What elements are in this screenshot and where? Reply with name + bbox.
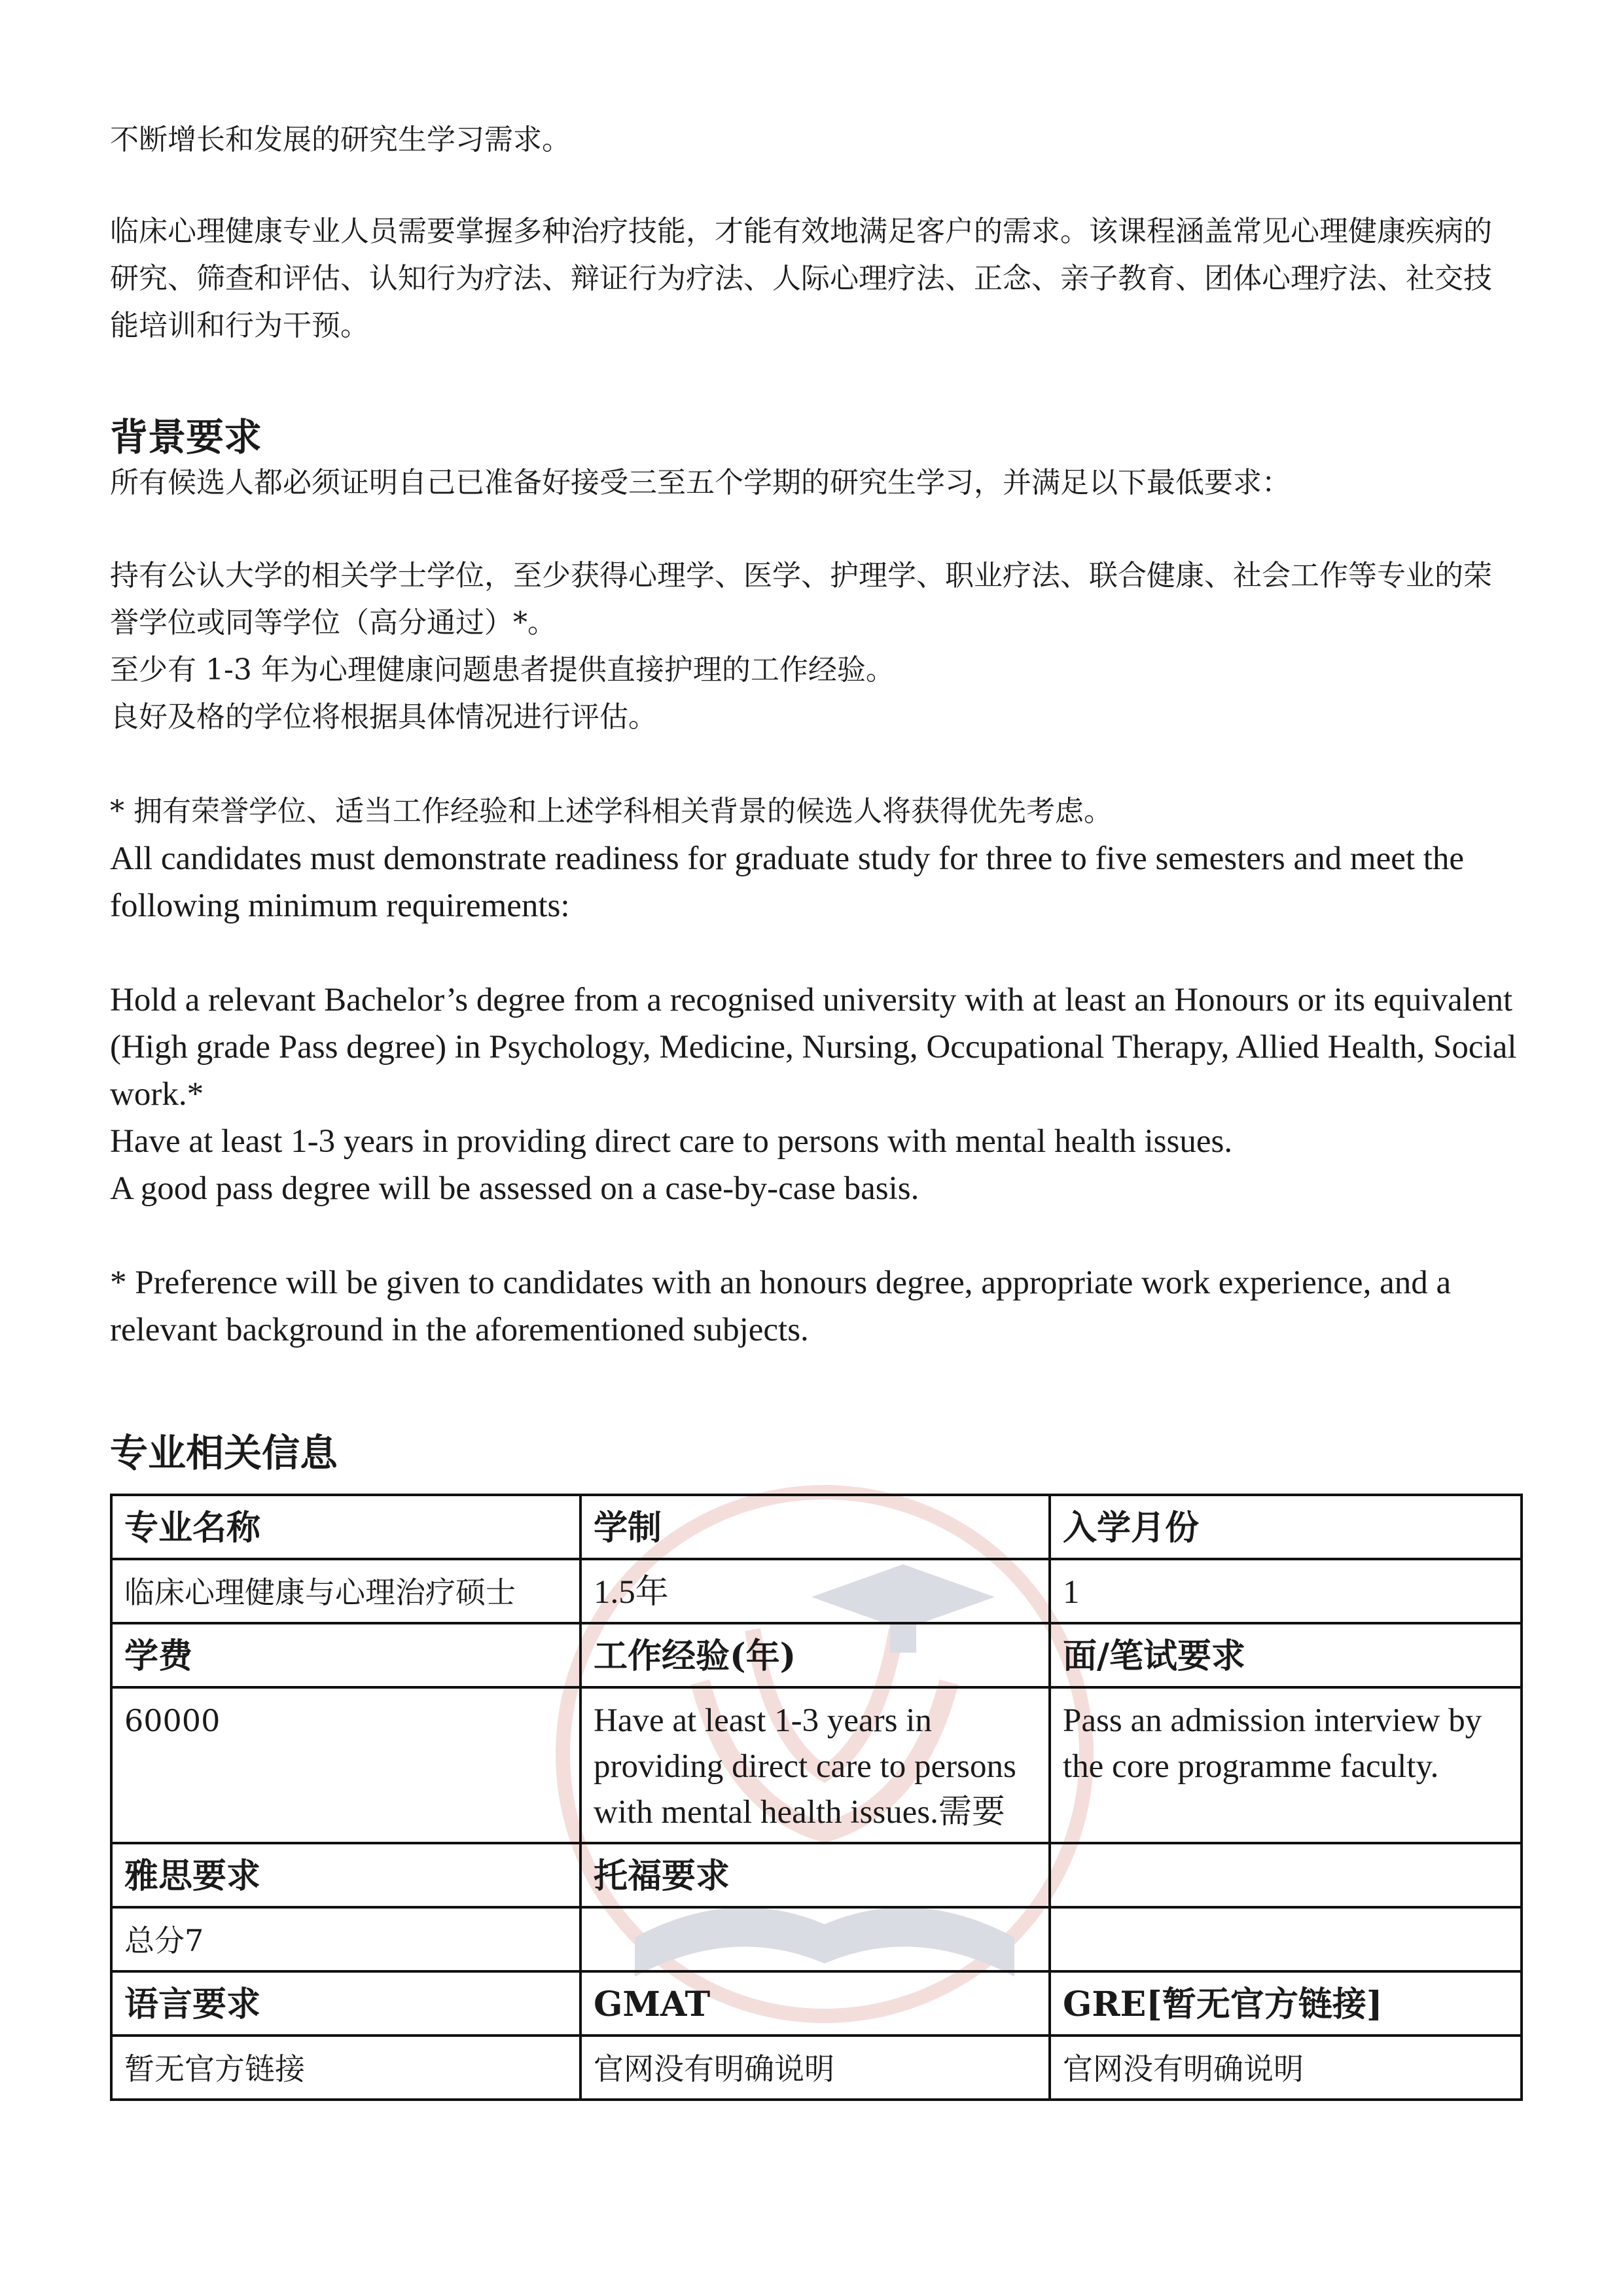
intro-line: 不断增长和发展的研究生学习需求。 bbox=[110, 123, 571, 156]
background-cn-intro: 所有候选人都必须证明自己已准备好接受三至五个学期的研究生学习，并满足以下最低要求： bbox=[110, 466, 1291, 499]
background-en-req1: Hold a relevant Bachelor’s degree from a recognised university with at least an Honours or its equivalent (High grade Pass degree) in Psychology, Medicine, Nursing, Occupational Therapy, Allied Health, Social work.* bbox=[110, 982, 1517, 1113]
table-header-row bbox=[111, 1843, 1522, 1907]
table-cell: Have at least 1-3 years in providing direct care to persons with mental health issues.需要 bbox=[580, 1687, 1050, 1843]
table-row bbox=[111, 1907, 1522, 1971]
table-header-cell: 雅思要求 bbox=[111, 1843, 580, 1907]
table-header-cell: 学费 bbox=[111, 1623, 580, 1687]
table-row bbox=[111, 2036, 1522, 2100]
table-cell bbox=[1050, 1907, 1522, 1971]
table-header-cell: 面/笔试要求 bbox=[1050, 1623, 1522, 1687]
table-header-cell: 专业名称 bbox=[111, 1495, 580, 1559]
background-section bbox=[110, 411, 1517, 1354]
background-en-req3: A good pass degree will be assessed on a case-by-case basis. bbox=[110, 1170, 919, 1207]
background-cn-req2: 至少有 1-3 年为心理健康问题患者提供直接护理的工作经验。 bbox=[110, 653, 895, 687]
info-heading: 专业相关信息 bbox=[110, 1431, 338, 1475]
background-cn-req1: 持有公认大学的相关学士学位，至少获得心理学、医学、护理学、职业疗法、联合健康、社会工作等专业的荣誉学位或同等学位（高分通过）*。 bbox=[110, 559, 1492, 639]
table-row bbox=[111, 1559, 1522, 1623]
table-cell: 临床心理健康与心理治疗硕士 bbox=[111, 1559, 580, 1623]
background-en-req2: Have at least 1-3 years in providing direct care to persons with mental health issues. bbox=[110, 1123, 1233, 1160]
background-en-intro: All candidates must demonstrate readiness for graduate study for three to five semesters and meet the following minimum requirements: bbox=[110, 840, 1465, 924]
background-cn-note: * 拥有荣誉学位、适当工作经验和上述学科相关背景的候选人将获得优先考虑。 bbox=[110, 795, 1113, 828]
table-cell bbox=[580, 1907, 1050, 1971]
table-header-cell bbox=[1050, 1843, 1522, 1907]
table-header-cell: 学制 bbox=[580, 1495, 1050, 1559]
table-header-cell: 工作经验(年) bbox=[580, 1623, 1050, 1687]
table-cell: 暂无官方链接 bbox=[111, 2036, 580, 2100]
table-header-row bbox=[111, 1495, 1522, 1559]
table-header-cell: 语言要求 bbox=[111, 1971, 580, 2036]
program-info-table bbox=[110, 1494, 1523, 2101]
table-header-cell: 托福要求 bbox=[580, 1843, 1050, 1907]
table-header-cell: GMAT bbox=[580, 1971, 1050, 2036]
background-cn-req3: 良好及格的学位将根据具体情况进行评估。 bbox=[110, 700, 657, 734]
intro-section bbox=[110, 117, 1517, 350]
table-cell: 1 bbox=[1050, 1559, 1522, 1623]
table-cell: 60000 bbox=[111, 1687, 580, 1843]
table-header-cell: GRE[暂无官方链接] bbox=[1050, 1971, 1522, 2036]
table-cell: 官网没有明确说明 bbox=[580, 2036, 1050, 2100]
table-cell: 官网没有明确说明 bbox=[1050, 2036, 1522, 2100]
table-cell: Pass an admission interview by the core programme faculty. bbox=[1050, 1687, 1522, 1843]
background-heading: 背景要求 bbox=[110, 415, 262, 459]
table-cell: 总分7 bbox=[111, 1907, 580, 1971]
table-header-row bbox=[111, 1623, 1522, 1687]
table-cell: 1.5年 bbox=[580, 1559, 1050, 1623]
table-header-row bbox=[111, 1971, 1522, 2036]
intro-paragraph: 临床心理健康专业人员需要掌握多种治疗技能，才能有效地满足客户的需求。该课程涵盖常见心理健康疾病的研究、筛查和评估、认知行为疗法、辩证行为疗法、人际心理疗法、正念、亲子教育、团体心理疗法、社交技能培训和行为干预。 bbox=[110, 215, 1492, 342]
background-en-note: * Preference will be given to candidates with an honours degree, appropriate work experience, and a relevant background in the aforementioned subjects. bbox=[110, 1265, 1452, 1348]
table-row bbox=[111, 1687, 1522, 1843]
table-header-cell: 入学月份 bbox=[1050, 1495, 1522, 1559]
